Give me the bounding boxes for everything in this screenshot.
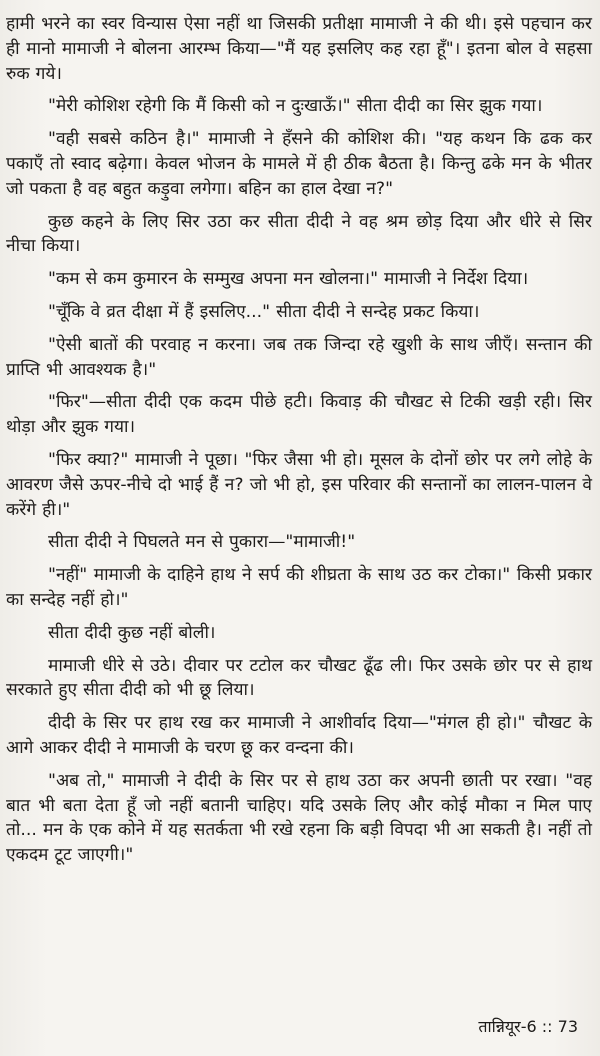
paragraph: "चूँकि वे व्रत दीक्षा में हैं इसलिए..." सीता दीदी ने सन्देह प्रकट किया। <box>48 301 480 322</box>
paragraph: दीदी के सिर पर हाथ रख कर मामाजी ने आशीर्वाद दिया—"मंगल ही हो।" चौखट के आगे आकर दीदी ने मामाजी के चरण छू कर वन्दना की। <box>6 713 592 758</box>
paragraph: "अब तो," मामाजी ने दीदी के सिर पर से हाथ उठा कर अपनी छाती पर रखा। "वह बात भी बता देता हूँ जो नहीं बतानी चाहिए। यदि उसके लिए और कोई मौका न मिल पाए तो... मन के एक कोने में यह सतर्कता भी रखे रहना कि बड़ी विपदा भी आ सकती है। नहीं तो एकदम टूट जाएगी।" <box>6 770 592 866</box>
paragraph: "फिर क्या?" मामाजी ने पूछा। "फिर जैसा भी हो। मूसल के दोनों छोर पर लगे लोहे के आवरण जैसे ऊपर-नीचे दो भाई हैं न? जो भी हो, इस परिवार की सन्तानों का लालन-पालन वे करेंगे ही।" <box>6 449 592 520</box>
paragraph: हामी भरने का स्वर विन्यास ऐसा नहीं था जिसकी प्रतीक्षा मामाजी ने की थी। इसे पहचान कर ही मानो मामाजी ने बोलना आरम्भ किया—"मैं यह इसलिए कह रहा हूँ"। इतना बोल वे सहसा रुक गये। <box>6 14 592 84</box>
paragraph: सीता दीदी ने पिघलते मन से पुकारा—"मामाजी!" <box>48 532 356 553</box>
page-footer: तान्नियूर-6 :: 73 <box>478 1017 578 1036</box>
paragraph: "नहीं" मामाजी के दाहिने हाथ ने सर्प की शीघ्रता के साथ उठ कर टोका।" किसी प्रकार का सन्देह नहीं हो।" <box>6 565 592 610</box>
paragraph: "ऐसी बातों की परवाह न करना। जब तक जिन्दा रहे खुशी के साथ जीएँ। सन्तान की प्राप्ति भी आवश्यक है।" <box>6 334 592 380</box>
paragraph: मामाजी धीरे से उठे। दीवार पर टटोल कर चौखट ढूँढ ली। फिर उसके छोर पर से हाथ सरकाते हुए सीता दीदी को भी छू लिया। <box>6 655 592 701</box>
page-text <box>6 12 592 876</box>
paragraph: "वही सबसे कठिन है।" मामाजी ने हँसने की कोशिश की। "यह कथन कि ढक कर पकाएँ तो स्वाद बढ़ेगा। केवल भोजन के मामले में ही ठीक बैठता है। किन्तु ढके मन के भीतर जो पकता है वह बहुत कड़ुवा लगेगा। बहिन का हाल देखा न?" <box>6 129 592 199</box>
paragraph: सीता दीदी कुछ नहीं बोली। <box>48 622 216 643</box>
paragraph: "फिर"—सीता दीदी एक कदम पीछे हटी। किवाड़ की चौखट से टिकी खड़ी रही। सिर थोड़ा और झुक गया। <box>6 392 592 438</box>
paragraph: "कम से कम कुमारन के सम्मुख अपना मन खोलना।" मामाजी ने निर्देश दिया। <box>48 269 529 290</box>
paragraph: "मेरी कोशिश रहेगी कि मैं किसी को न दुःखाऊँ।" सीता दीदी का सिर झुक गया। <box>48 96 543 117</box>
paragraph: कुछ कहने के लिए सिर उठा कर सीता दीदी ने वह श्रम छोड़ दिया और धीरे से सिर नीचा किया। <box>6 211 592 257</box>
